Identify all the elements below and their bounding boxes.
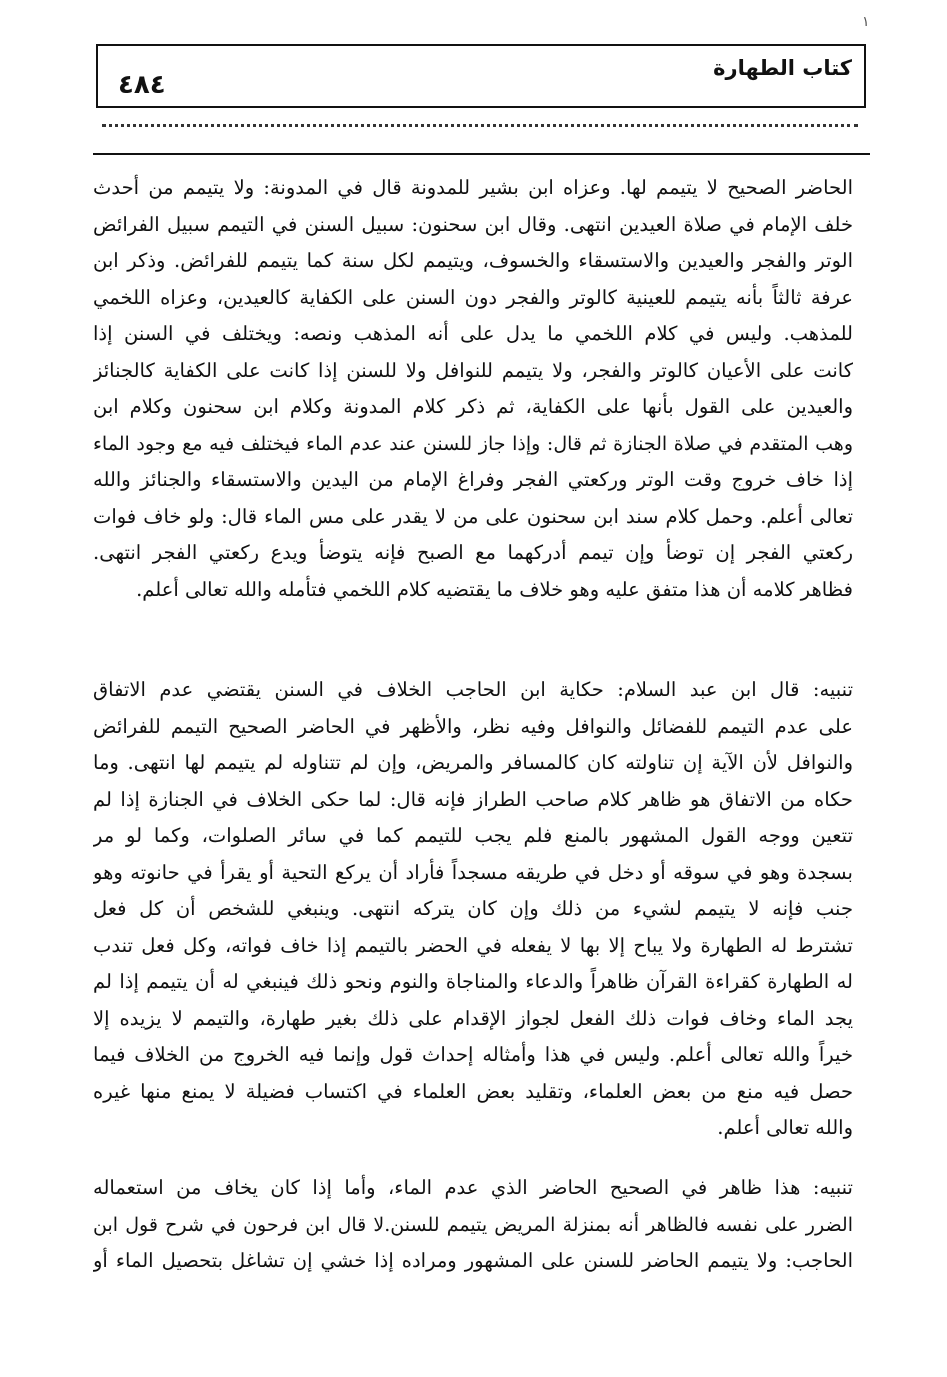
text-line: خلف الإمام في صلاة العيدين انتهى. وقال ابن سحنون: سبيل السنن في التيمم سبيل الفرائض: [93, 212, 853, 236]
text-line: الحاضر الصحيح لا يتيمم لها. وعزاه ابن بشير للمدونة قال في المدونة: ولا يتيمم من أحدث: [93, 176, 853, 199]
page-number: ٤٨٤: [118, 70, 166, 100]
paragraph-3: [93, 1170, 853, 1280]
text-line: وهب المتقدم في صلاة الجنازة ثم قال: وإذا جاز للسنن عند عدم الماء فيختلف فيه مع وجود الماء: [93, 432, 853, 455]
text-line: الحاجب: ولا يتيمم الحاضر للسنن على المشهور ومراده إذا خشي إن تشاغل بتحصيل الماء أو: [93, 1249, 853, 1272]
text-line: تنبيه: هذا ظاهر في الصحيح الحاضر الذي عدم الماء، وأما إذا كان يخاف من استعماله: [93, 1176, 853, 1199]
text-line: حكاه من الاتفاق هو ظاهر كلام صاحب الطراز فإنه قال: لما حكى الخلاف في الجنازة إذا لم: [93, 787, 853, 811]
text-line: للمذهب. وليس في كلام اللخمي ما يدل على أنه المذهب ونصه: ويختلف في السنن إذا: [93, 322, 853, 345]
dotted-divider: [102, 124, 858, 127]
text-line: حصل فيه منع من بعض العلماء، وتقليد بعض العلماء في اكتساب فضيلة لا يمنع منها غيره: [93, 1079, 853, 1103]
text-line: فظاهر كلامه أن هذا متفق عليه وهو خلاف ما يقتضيه كلام اللخمي فتأمله والله تعالى أعلم.: [136, 577, 853, 601]
text-line: يجد الماء وخاف فوات ذلك الفعل لجواز الإقدام على ذلك بغير طهارة، والتيمم لا يزيده إلا: [93, 1006, 853, 1030]
text-line: له الطهارة كقراءة القرآن ظاهراً والدعاء والمناجاة والنوم ونحو ذلك فينبغي له أن يتيمم إذا لم: [93, 970, 853, 993]
book-title: كتاب الطهارة: [713, 56, 852, 80]
corner-mark: ١: [862, 14, 870, 30]
text-line: جنب فإنه لا يتيمم لشيء من ذلك وإن كان يتركه انتهى. وينبغي للشخص أن كل فعل: [93, 897, 853, 920]
text-line: عرفة ثالثاً بأنه يتيمم للعينية كالوتر والفجر دون السنن على الكفاية كالعيدين، وعزاه اللخمي: [93, 285, 853, 309]
text-line: تنبيه: قال ابن عبد السلام: حكاية ابن الحاجب الخلاف في السنن يقتضي عدم الاتفاق: [93, 678, 853, 701]
text-line: كانت على الأعيان كالوتر والفجر، ولا يتيمم للنوافل ولا للسنن إذا كانت على الكفاية كالجنائز: [93, 358, 853, 382]
paragraph-1: [93, 170, 853, 608]
text-line: والنوافل لأن الآية إن تناولته كان كالمسافر والمريض، وإن لم تتناوله لم يتيمم لها انتهى. وما: [93, 751, 853, 774]
text-line: ركعتي الفجر إن توضأ وإن تيمم أدركهما مع الصبح فإنه يتوضأ ويدع ركعتي الفجر انتهى.: [93, 541, 853, 564]
text-line: خيراً والله تعالى أعلم. وليس في هذا وأمثاله إحداث قول وإنما فيه الخروج من الخلاف فيما: [93, 1043, 853, 1066]
text-line: بسجدة وهو في سوقه أو دخل في طريقه مسجداً فأراد أن يركع التحية أو يقرأ في حانوته وهو: [93, 860, 853, 884]
page-header: [96, 44, 866, 108]
header-rule: [93, 153, 870, 155]
text-line: والله تعالى أعلم.: [717, 1116, 853, 1139]
text-line: على عدم التيمم للفضائل والنوافل وفيه نظر، والأظهر في الحاضر الصحيح التيمم للفرائض: [93, 714, 853, 738]
text-line: والعيدين على القول بأنها على الكفاية، ثم ذكر كلام المدونة وكلام ابن سحنون وكلام ابن: [93, 395, 853, 418]
text-line: الوتر والفجر والعيدين والاستسقاء والخسوف، ويتيمم لكل سنة كما يتيمم للفرائض. وذكر ابن: [93, 249, 853, 272]
text-line: تعالى أعلم. وحمل كلام سند ابن سحنون على من لا يقدر على مس الماء قال: ولو خاف فوات: [93, 504, 853, 528]
paragraph-2: [93, 672, 853, 1147]
text-line: تتعين ووجه القول المشهور بالمنع فلم يجب للتيمم كما في سائر الصلوات، وكما لو مر: [93, 824, 853, 847]
text-line: تشترط له الطهارة ولا يباح إلا بها لا يفعله في الحضر بالتيمم إذا خاف فواته، وكل فعل تندب: [93, 933, 853, 957]
text-line: إذا خاف خروج وقت الوتر وركعتي الفجر وفراغ الإمام من اليدين والاستسقاء والجنائز والله: [93, 468, 853, 491]
text-line: الضرر على نفسه فالظاهر أنه بمنزلة المريض يتيمم للسنن.لا قال ابن فرحون في شرح قول ابن: [93, 1213, 853, 1236]
